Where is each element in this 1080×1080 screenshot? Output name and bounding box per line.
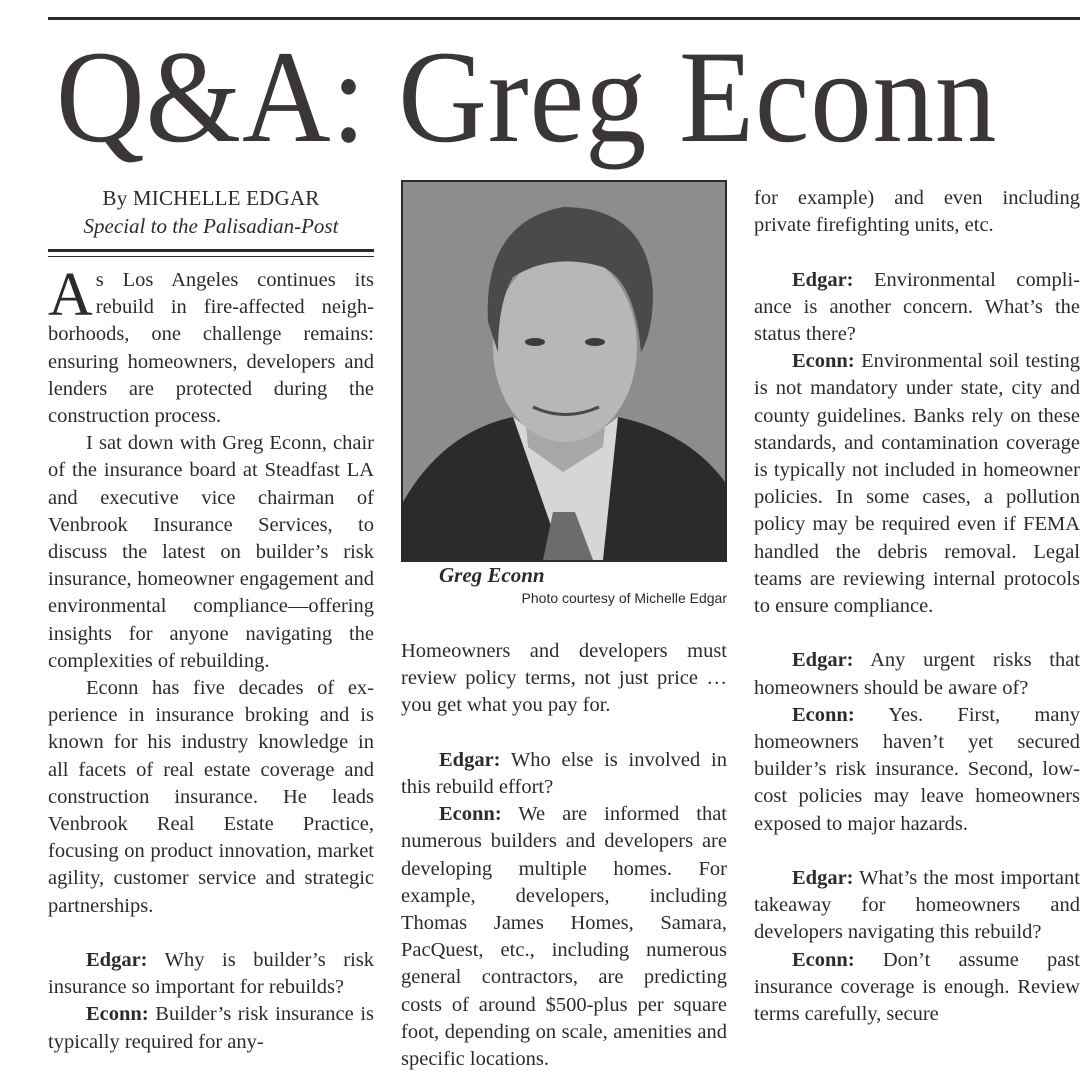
drop-cap: A xyxy=(48,261,93,329)
byline-author: By MICHELLE EDGAR xyxy=(102,186,320,210)
answer: Econn: Environmental soil testing is not mandatory under state, city and county guidelines. Banks rely on these standards, and contamination coverage is typically not included in homeowner policies. In some cases, a pollution policy may be required even if FEMA handled the debris removal. Legal teams are reviewing internal protocols to ensure compliance. xyxy=(754,350,1080,618)
intro-paragraph: As Los Angeles continues its rebuild in fire-affected neighborhoods, one challenge remains: ensuring homeowners, developers and lenders are protected during the construction process. xyxy=(48,261,374,428)
speaker-edgar: Edgar: xyxy=(439,748,501,771)
photo-caption-name: Greg Econn xyxy=(439,563,545,587)
answer-continued: for example) and even including private firefighting units, etc. xyxy=(754,187,1080,237)
speaker-edgar: Edgar: xyxy=(792,268,854,291)
question: Edgar: Any urgent risks that homeowners should be aware of? xyxy=(754,649,1080,699)
answer: Econn: Yes. First, many homeowners haven’t yet secured builder’s risk insurance. Second, low-cost policies may leave homeowners exposed to major hazards. xyxy=(754,703,1080,835)
photo-credit: Photo courtesy of Michelle Edgar xyxy=(521,590,727,606)
byline-affiliation: Special to the Palisadian-Post xyxy=(83,214,339,238)
column-3 xyxy=(754,185,1080,1028)
speaker-edgar: Edgar: xyxy=(792,867,854,890)
question: Edgar: Why is builder’s risk insurance so important for rebuilds? xyxy=(48,949,374,999)
answer-continued: Homeowners and developers must review policy terms, not just price … you get what you pay for. xyxy=(401,640,727,717)
byline xyxy=(48,184,374,240)
answer: Econn: Don’t assume past insurance coverage is enough. Review terms carefully, secure xyxy=(754,948,1080,1026)
column-1 xyxy=(48,184,374,1056)
question: Edgar: Environmental compliance is another concern. What’s the status there? xyxy=(754,268,1080,345)
speaker-econn: Econn: xyxy=(792,703,855,726)
column-2 xyxy=(401,180,727,1073)
speaker-econn: Econn: xyxy=(439,803,502,826)
question: Edgar: What’s the most important takeaway for homeowners and developers navigating this rebuild? xyxy=(754,867,1080,944)
portrait-illustration xyxy=(403,182,725,560)
speaker-edgar: Edgar: xyxy=(792,649,854,672)
headline: Q&A: Greg Econn xyxy=(56,23,998,170)
speaker-econn: Econn: xyxy=(86,1003,149,1026)
speaker-edgar: Edgar: xyxy=(86,949,148,972)
speaker-econn: Econn: xyxy=(792,350,855,373)
answer: Econn: Builder’s risk insurance is typically required for any- xyxy=(48,1003,374,1053)
paragraph: Econn has five decades of experience in insurance broking and is known for his industry knowledge in all facets of real estate coverage and construction insurance. He leads Venbrook Real Estate Practice, focusing on product innovation, market agility, customer service and strategic partnerships. xyxy=(48,677,374,917)
answer: Econn: We are informed that numerous builders and developers are developing multiple homes. For example, developers, including Thomas James Homes, Samara, PacQuest, etc., including numerous general contractors, are predicting costs of around $500-plus per square foot, depending on scale, amenities and specific locations. xyxy=(401,803,727,1071)
speaker-econn: Econn: xyxy=(792,948,855,971)
paragraph: I sat down with Greg Econn, chair of the insurance board at Steadfast LA and executive vice chairman of Venbrook Insurance Services, to discuss the latest on builder’s risk insurance, homeowner engagement and environmental compliance—offering insights for anyone navigating the complexities of rebuilding. xyxy=(48,432,374,672)
top-rule xyxy=(48,17,1080,20)
byline-double-rule xyxy=(48,249,374,257)
question: Edgar: Who else is involved in this rebuild effort? xyxy=(401,748,727,798)
portrait-photo xyxy=(401,180,727,562)
